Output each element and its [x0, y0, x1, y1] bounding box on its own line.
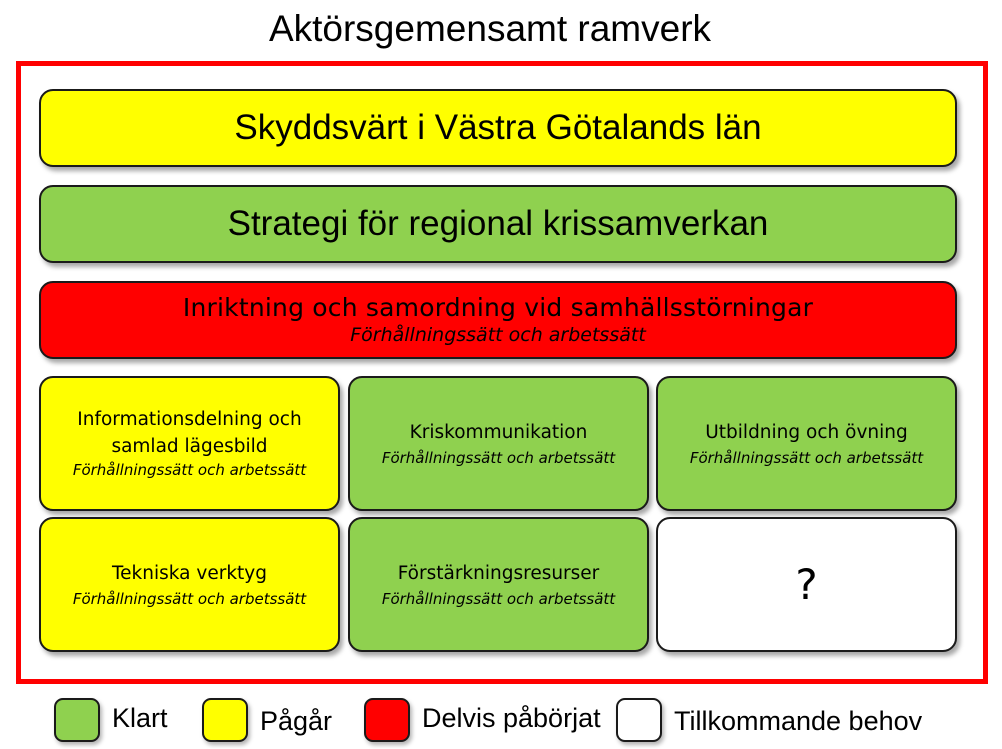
banner-title: Inriktning och samordning vid samhällsstörningar	[182, 293, 814, 322]
tile-tekniska-verktyg	[39, 517, 340, 652]
tile-unknown	[656, 517, 957, 652]
legend-label: Tillkommande behov	[674, 706, 923, 736]
tile-subtitle: Förhållningssätt och arbetssätt	[72, 461, 307, 479]
page-title: Aktörsgemensamt ramverk	[268, 8, 712, 49]
legend-item-delvis-paborjat	[364, 696, 601, 744]
banner-title: Strategi för regional krissamverkan	[227, 204, 769, 243]
tile-subtitle: Förhållningssätt och arbetssätt	[689, 448, 924, 467]
banner-title: Skyddsvärt i Västra Götalands län	[234, 108, 762, 147]
tile-subtitle: Förhållningssätt och arbetssätt	[381, 589, 616, 608]
tile-kriskommunikation	[348, 376, 649, 511]
legend-label: Pågår	[260, 706, 333, 736]
legend-swatch-green	[54, 698, 100, 742]
tile-title: Förstärkningsresurser	[397, 562, 600, 584]
tile-utbildning	[656, 376, 957, 511]
legend-item-klart	[54, 696, 168, 744]
question-mark: ?	[795, 559, 818, 609]
legend-swatch-white	[616, 698, 662, 742]
tile-title-line-1: Informationsdelning och	[77, 409, 302, 430]
tile-subtitle: Förhållningssätt och arbetssätt	[381, 448, 616, 467]
banner-skyddsvart	[39, 89, 957, 167]
legend-label: Delvis påbörjat	[422, 703, 601, 733]
legend-item-pagar	[202, 696, 332, 744]
banner-subtitle: Förhållningssätt och arbetssätt	[350, 324, 646, 346]
legend-swatch-yellow	[202, 698, 248, 742]
tile-title: Utbildning och övning	[705, 421, 908, 443]
banner-inriktning	[39, 281, 957, 359]
tile-forstarkningsresurser	[348, 517, 649, 652]
legend-swatch-red	[364, 698, 410, 742]
tile-informationsdelning	[39, 376, 340, 511]
banner-strategi	[39, 185, 957, 263]
tile-subtitle: Förhållningssätt och arbetssätt	[72, 589, 307, 608]
legend-item-tillkommande-behov	[616, 696, 922, 744]
tile-title: Tekniska verktyg	[112, 562, 267, 584]
legend-label: Klart	[112, 703, 168, 733]
tile-title-line-2: samlad lägesbild	[111, 436, 268, 457]
tile-title: Kriskommunikation	[409, 421, 588, 443]
